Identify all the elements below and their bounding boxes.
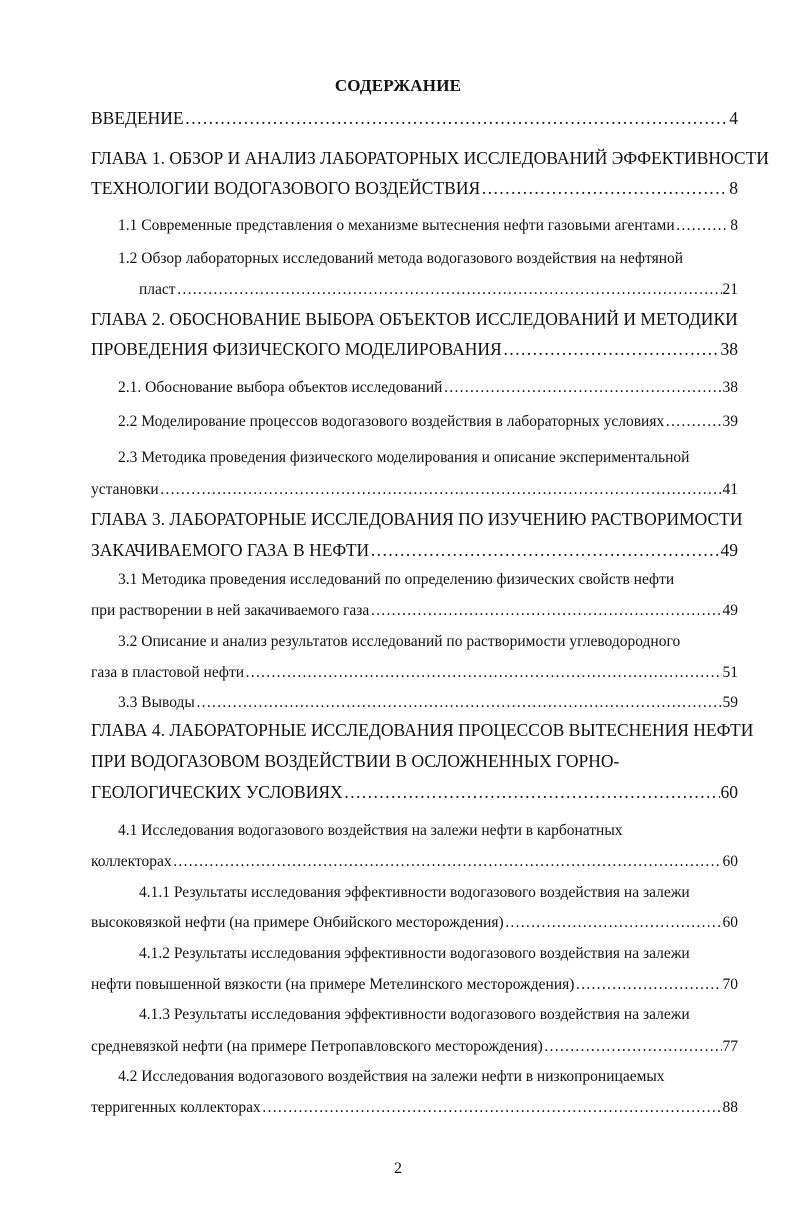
toc-page-number: 59	[722, 694, 738, 711]
toc-page-number: 38	[722, 379, 738, 396]
toc-entry-title: 1.1 Современные представления о механизме вытеснения нефти газовыми агентами	[118, 217, 675, 234]
toc-entry-2-3[interactable]	[91, 481, 738, 499]
toc-entry-title: 2.2 Моделирование процессов водогазового воздействия в лабораторных условиях	[118, 413, 665, 430]
toc-entry-1-2[interactable]	[139, 281, 738, 299]
toc-entry-4-1-2-line-1[interactable]: 4.1.2 Результаты исследования эффективности водогазового воздействия на залежи	[139, 945, 690, 962]
toc-entry-title: пласт	[139, 281, 176, 298]
dot-leader	[177, 281, 722, 299]
toc-entry-2-1[interactable]	[118, 379, 738, 397]
page-title: СОДЕРЖАНИЕ	[334, 76, 462, 95]
toc-chapter-2-line-1[interactable]: ГЛАВА 2. ОБОСНОВАНИЕ ВЫБОРА ОБЪЕКТОВ ИССЛЕДОВАНИЙ И МЕТОДИКИ	[91, 309, 738, 329]
dot-leader	[160, 481, 722, 499]
toc-page-number: 60	[720, 782, 738, 802]
toc-entry-3-1-line-1[interactable]: 3.1 Методика проведения исследований по определению физических свойств нефти	[118, 571, 675, 588]
toc-entry-title: нефти повышенной вязкости (на примере Метелинского месторождения)	[91, 976, 575, 993]
toc-entry-title: средневязкой нефти (на примере Петропавловского месторождения)	[91, 1038, 543, 1055]
toc-page-number: 8	[730, 217, 738, 234]
toc-entry-4-1-2[interactable]	[91, 976, 738, 994]
toc-entry-3-3[interactable]	[118, 694, 738, 712]
dot-leader	[262, 1099, 722, 1117]
toc-entry-4-1-3-line-1[interactable]: 4.1.3 Результаты исследования эффективности водогазового воздействия на залежи	[139, 1006, 690, 1023]
toc-entry-4-1-1[interactable]	[91, 914, 738, 932]
dot-leader	[370, 602, 721, 620]
dot-leader	[665, 413, 721, 431]
toc-entry-4-1-1-line-1[interactable]: 4.1.1 Результаты исследования эффективности водогазового воздействия на залежи	[139, 884, 690, 901]
toc-chapter-4-line-2[interactable]: ПРИ ВОДОГАЗОВОМ ВОЗДЕЙСТВИИ В ОСЛОЖНЕННЫХ ГОРНО-	[91, 751, 620, 771]
dot-leader	[443, 379, 721, 397]
toc-entry-title: газа в пластовой нефти	[91, 664, 245, 681]
toc-entry-title: ВВЕДЕНИЕ	[91, 108, 184, 128]
toc-entry-4-2[interactable]	[91, 1099, 738, 1117]
dot-leader	[245, 664, 721, 682]
toc-entry-title: ПРОВЕДЕНИЯ ФИЗИЧЕСКОГО МОДЕЛИРОВАНИЯ	[91, 339, 502, 359]
toc-page-number: 77	[722, 1038, 738, 1055]
dot-leader	[503, 339, 720, 360]
toc-entry-title: терригенных коллекторах	[91, 1099, 261, 1116]
toc-entry-3-1[interactable]	[91, 602, 738, 620]
toc-entry-4-1-line-1[interactable]: 4.1 Исследования водогазового воздействия на залежи нефти в карбонатных	[118, 822, 623, 839]
toc-entry-chapter-4[interactable]	[91, 782, 738, 803]
toc-chapter-4-line-1[interactable]: ГЛАВА 4. ЛАБОРАТОРНЫЕ ИССЛЕДОВАНИЯ ПРОЦЕССОВ ВЫТЕСНЕНИЯ НЕФТИ	[91, 720, 754, 740]
toc-page-number: 60	[722, 914, 738, 931]
toc-entry-title: ЗАКАЧИВАЕМОГО ГАЗА В НЕФТИ	[91, 540, 370, 560]
toc-entry-2-2[interactable]	[118, 413, 738, 431]
toc-entry-2-3-line-1[interactable]: 2.3 Методика проведения физического моделирования и описание экспериментальной	[118, 449, 690, 466]
toc-page-number: 4	[729, 108, 738, 128]
dot-leader	[185, 108, 729, 129]
page-number: 2	[394, 1160, 402, 1177]
dot-leader	[481, 178, 728, 199]
toc-entry-3-2[interactable]	[91, 664, 738, 682]
toc-page-number: 41	[722, 481, 738, 498]
toc-chapter-1-line-1[interactable]: ГЛАВА 1. ОБЗОР И АНАЛИЗ ЛАБОРАТОРНЫХ ИССЛЕДОВАНИЙ ЭФФЕКТИВНОСТИ	[91, 148, 769, 168]
toc-entry-title: 2.1. Обоснование выбора объектов исследований	[118, 379, 443, 396]
dot-leader	[505, 914, 722, 932]
toc-entry-title: ГЕОЛОГИЧЕСКИХ УСЛОВИЯХ	[91, 782, 343, 802]
toc-entry-title: при растворении в ней закачиваемого газа	[91, 602, 370, 619]
toc-entry-title: ТЕХНОЛОГИИ ВОДОГАЗОВОГО ВОЗДЕЙСТВИЯ	[91, 178, 481, 198]
toc-entry-title: высоковязкой нефти (на примере Онбийского месторождения)	[91, 914, 504, 931]
dot-leader	[344, 782, 720, 803]
toc-entry-introduction[interactable]	[91, 108, 738, 129]
toc-page-number: 49	[720, 540, 738, 560]
toc-page-number: 70	[722, 976, 738, 993]
toc-entry-4-1-3[interactable]	[91, 1038, 738, 1056]
toc-entry-1-2-line-1[interactable]: 1.2 Обзор лабораторных исследований метода водогазового воздействия на нефтяной	[118, 250, 684, 267]
toc-entry-title: установки	[91, 481, 159, 498]
toc-page-number: 38	[720, 339, 738, 359]
toc-entry-chapter-1[interactable]	[91, 178, 738, 199]
toc-page-number: 21	[722, 281, 738, 298]
toc-page-number: 51	[722, 664, 738, 681]
toc-page-number: 49	[722, 602, 738, 619]
toc-entry-3-2-line-1[interactable]: 3.2 Описание и анализ результатов исследований по растворимости углеводородного	[118, 633, 681, 650]
dot-leader	[575, 976, 721, 994]
toc-entry-title: 3.3 Выводы	[118, 694, 195, 711]
dot-leader	[544, 1038, 722, 1056]
toc-chapter-3-line-1[interactable]: ГЛАВА 3. ЛАБОРАТОРНЫЕ ИССЛЕДОВАНИЯ ПО ИЗУЧЕНИЮ РАСТВОРИМОСТИ	[91, 509, 743, 529]
toc-page-number: 39	[722, 413, 738, 430]
toc-entry-1-1[interactable]	[118, 217, 738, 235]
toc-page-number: 8	[729, 178, 738, 198]
toc-entry-4-2-line-1[interactable]: 4.2 Исследования водогазового воздействия на залежи нефти в низкопроницаемых	[118, 1068, 665, 1085]
toc-page-number: 88	[722, 1099, 738, 1116]
dot-leader	[196, 694, 722, 712]
toc-entry-4-1[interactable]	[91, 853, 738, 871]
toc-page-number: 60	[722, 853, 738, 870]
toc-entry-chapter-2[interactable]	[91, 339, 738, 360]
dot-leader	[676, 217, 730, 235]
toc-entry-title: коллекторах	[91, 853, 172, 870]
dot-leader	[173, 853, 722, 871]
toc-entry-chapter-3[interactable]	[91, 540, 738, 561]
dot-leader	[370, 540, 719, 561]
